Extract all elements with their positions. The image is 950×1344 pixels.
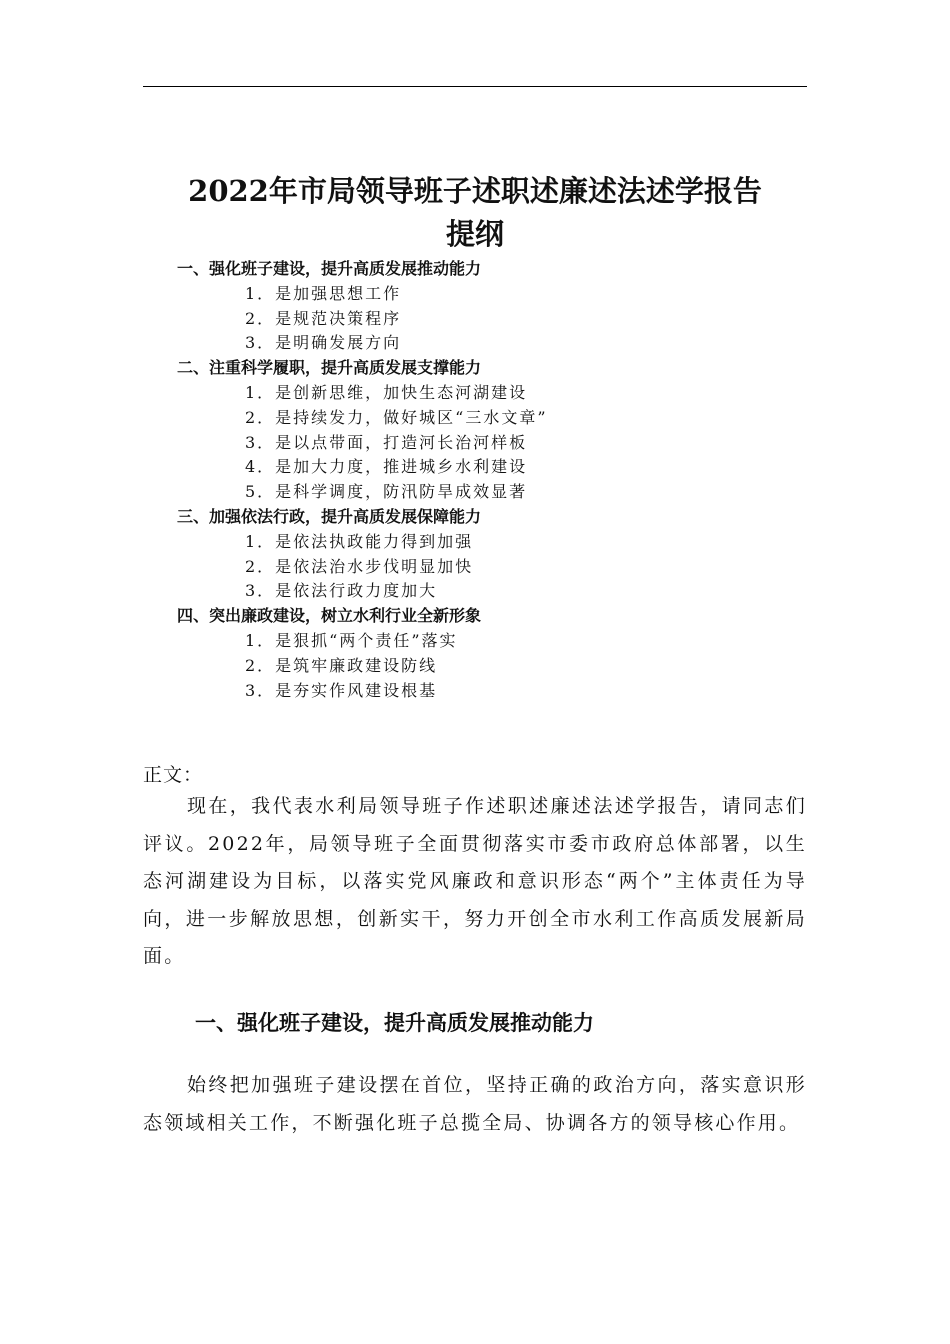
outline-item: 3．是依法行政力度加大: [245, 581, 438, 601]
section-1-paragraph: 始终把加强班子建设摆在首位，坚持正确的政治方向，落实意识形态领域相关工作，不断强化班子总揽全局、协调各方的领导核心作用。: [143, 1074, 807, 1134]
body-label: 正文：: [143, 764, 204, 786]
outline-item: 4．是加大力度，推进城乡水利建设: [245, 457, 528, 477]
outline-item: 3．是以点带面，打造河长治河样板: [245, 432, 528, 452]
outline-item: 2．是筑牢廉政建设防线: [245, 655, 438, 675]
outline: [143, 257, 807, 703]
outline-heading: 三、加强依法行政，提升高质发展保障能力: [177, 506, 482, 526]
outline-item: 2．是持续发力，做好城区“三水文章”: [245, 407, 548, 427]
outline-item: 1．是依法执政能力得到加强: [245, 531, 474, 551]
outline-item: 2．是规范决策程序: [245, 308, 402, 328]
outline-items: [143, 282, 807, 356]
outline-items: [143, 530, 807, 604]
outline-item: 1．是创新思维，加快生态河湖建设: [245, 382, 528, 402]
section-1-heading: 一、强化班子建设，提升高质发展推动能力: [195, 1011, 594, 1035]
outline-item: 1．是狠抓“两个责任”落实: [245, 630, 458, 650]
outline-item: 5．是科学调度，防汛防旱成效显著: [245, 482, 528, 502]
outline-item: 2．是依法治水步伐明显加快: [245, 556, 474, 576]
outline-heading: 二、注重科学履职，提升高质发展支撑能力: [177, 358, 482, 378]
outline-section-2: [143, 356, 807, 505]
outline-item: 3．是夯实作风建设根基: [245, 680, 438, 700]
outline-item: 1．是加强思想工作: [245, 283, 402, 303]
outline-heading: 一、强化班子建设，提升高质发展推动能力: [177, 259, 482, 278]
document-title-continued: 提纲: [445, 217, 504, 251]
outline-item: 3．是明确发展方向: [245, 333, 402, 353]
outline-section-3: [143, 505, 807, 604]
intro-paragraph: 现在，我代表水利局领导班子作述职述廉述法述学报告，请同志们评议。2022年，局领导班子全面贯彻落实市委市政府总体部署，以生态河湖建设为目标，以落实党风廉政和意识形态“两个”主体责任为导向，进一步解放思想，创新实干，努力开创全市水利工作高质发展新局面。: [143, 795, 807, 968]
outline-section-4: [143, 604, 807, 703]
document-title: 2022年市局领导班子述职述廉述法述学报告: [188, 174, 762, 208]
header-rule: [143, 86, 807, 87]
outline-items: [143, 629, 807, 703]
outline-heading: 四、突出廉政建设，树立水利行业全新形象: [177, 606, 482, 626]
outline-section-1: [143, 257, 807, 356]
outline-items: [143, 381, 807, 505]
